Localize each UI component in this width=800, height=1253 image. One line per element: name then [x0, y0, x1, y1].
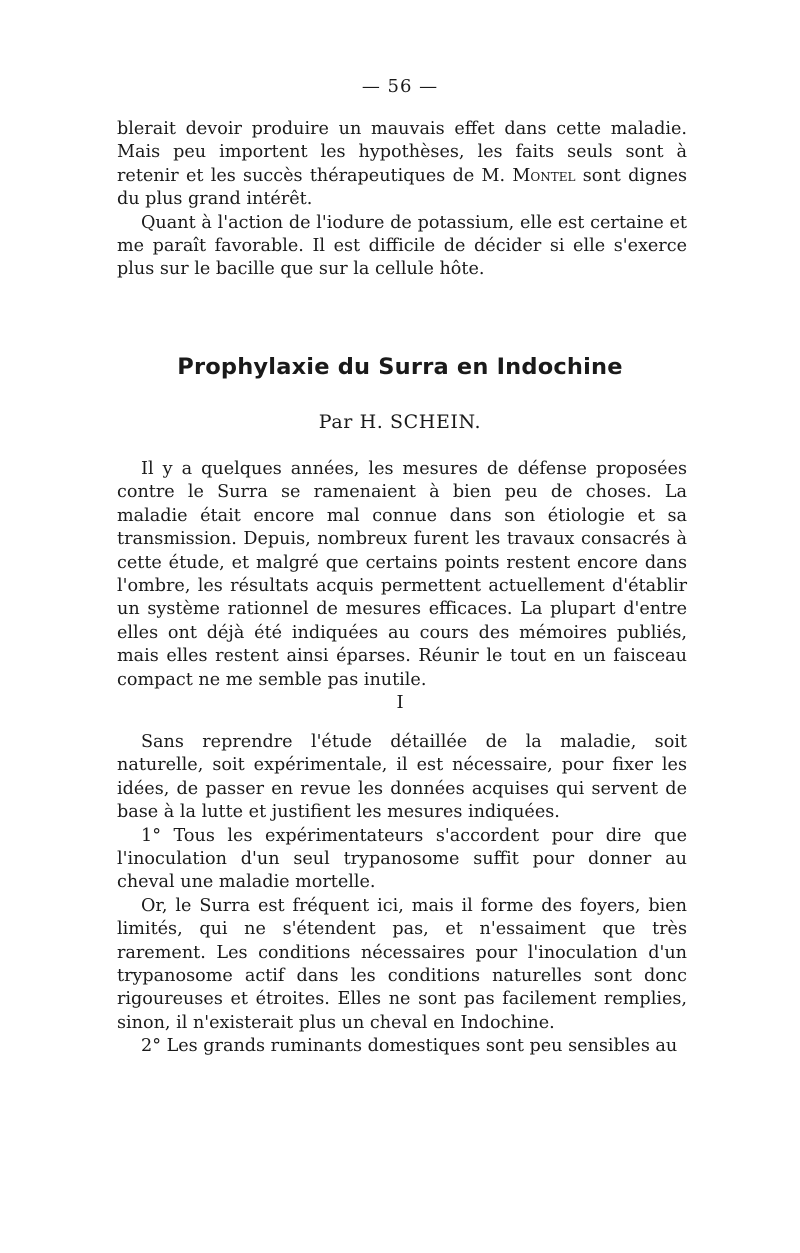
section-body	[117, 731, 687, 1059]
section-numeral: I	[396, 692, 404, 713]
article-intro	[117, 458, 687, 692]
article-author: Par H. SCHEIN.	[318, 411, 482, 433]
author-name-montel: Montel	[512, 165, 576, 186]
intro-paragraph-1: blerait devoir produire un mauvais effet dans cette maladie. Mais peu importent les hypothèses, les faits seuls sont à retenir et les succès thérapeutiques de M. Montel sont dignes du plus grand intérêt.	[117, 119, 687, 210]
intro-paragraph-2: Quant à l'action de l'iodure de potassium, elle est certaine et me paraît favorable. Il est difficile de décider si elle s'exerce plus sur le bacille que sur la cellule hôte.	[117, 212, 687, 280]
section-paragraph: Or, le Surra est fréquent ici, mais il forme des foyers, bien limités, qui ne s'étendent pas, et n'essaiment que très rarement. Les conditions nécessaires pour l'inoculation d'un trypanosome actif dans les conditions naturelles sont donc rigoureuses et étroites. Elles ne sont pas facilement remplies, sinon, il n'existerait plus un cheval en Indochine.	[117, 895, 687, 1033]
section-paragraph: 2° Les grands ruminants domestiques sont peu sensibles au	[141, 1036, 678, 1057]
section-paragraph: 1° Tous les expérimentateurs s'accordent pour dire que l'inoculation d'un seul trypanosome suffit pour donner au cheval une maladie mortelle.	[117, 825, 687, 893]
article-title: Prophylaxie du Surra en Indochine	[177, 354, 623, 380]
page-number: — 56 —	[361, 76, 439, 97]
section-paragraph: Sans reprendre l'étude détaillée de la maladie, soit naturelle, soit expérimentale, il est nécessaire, pour fixer les idées, de passer en revue les données acquises qui servent de base à la lutte et justifient les mesures indiquées.	[117, 732, 687, 823]
intro-text	[117, 118, 687, 282]
article-intro-paragraph: Il y a quelques années, les mesures de défense proposées contre le Surra se ramenaient à bien peu de choses. La maladie était encore mal connue dans son étiologie et sa transmission. Depuis, nombreux furent les travaux consacrés à cette étude, et malgré que certains points restent encore dans l'ombre, les résultats acquis permettent actuellement d'établir un système rationnel de mesures efficaces. La plupart d'entre elles ont déjà été indiquées au cours des mémoires publiés, mais elles restent ainsi éparses. Réunir le tout en un faisceau compact ne me semble pas inutile.	[117, 459, 687, 690]
